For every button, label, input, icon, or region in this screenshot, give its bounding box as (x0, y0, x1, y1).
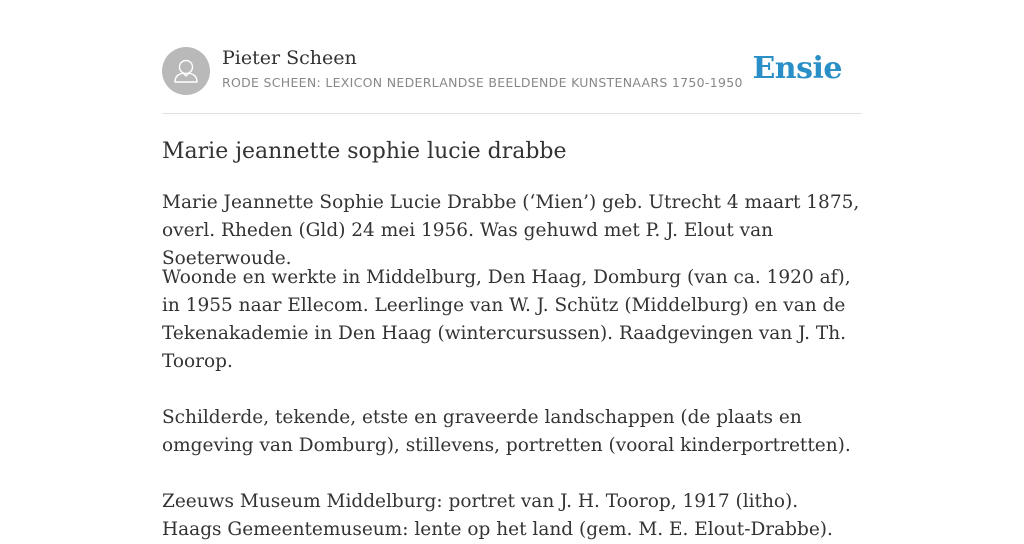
ensie-logo[interactable]: Ensie (752, 51, 842, 86)
content-container (162, 0, 862, 540)
author-name[interactable]: Pieter Scheen (222, 47, 357, 69)
article-title: Marie jeannette sophie lucie drabbe (162, 139, 567, 164)
article-paragraph-2 (162, 264, 862, 544)
article-paragraph-1: Marie Jeannette Sophie Lucie Drabbe (‘Mien’) geb. Utrecht 4 maart 1875, overl. Rheden (Gld) 24 mei 1956. Was gehuwd met P. J. Elout van Soeterwoude. (162, 192, 860, 269)
paragraph-2-line: Zeeuws Museum Middelburg: portret van J. H. Toorop, 1917 (litho). Haags Gemeentemuseum: lente op het land (gem. M. E. Elout-Drabbe). (162, 491, 833, 540)
paragraph-2-line: Schilderde, tekende, etste en graveerde landschappen (de plaats en omgeving van Domburg), stillevens, portretten (vooral kinderportretten). (162, 407, 851, 456)
user-avatar-icon[interactable] (162, 47, 210, 95)
article-header (162, 0, 862, 114)
source-title[interactable]: RODE SCHEEN: LEXICON NEDERLANDSE BEELDENDE KUNSTENAARS 1750-1950 (222, 75, 743, 90)
paragraph-2-line: Woonde en werkte in Middelburg, Den Haag, Domburg (van ca. 1920 af), in 1955 naar Ellecom. Leerlinge van W. J. Schütz (Middelburg) en van de Tekenakademie in Den Haag (wintercursussen). Raadgevingen van J. Th. Toorop. (162, 267, 851, 372)
